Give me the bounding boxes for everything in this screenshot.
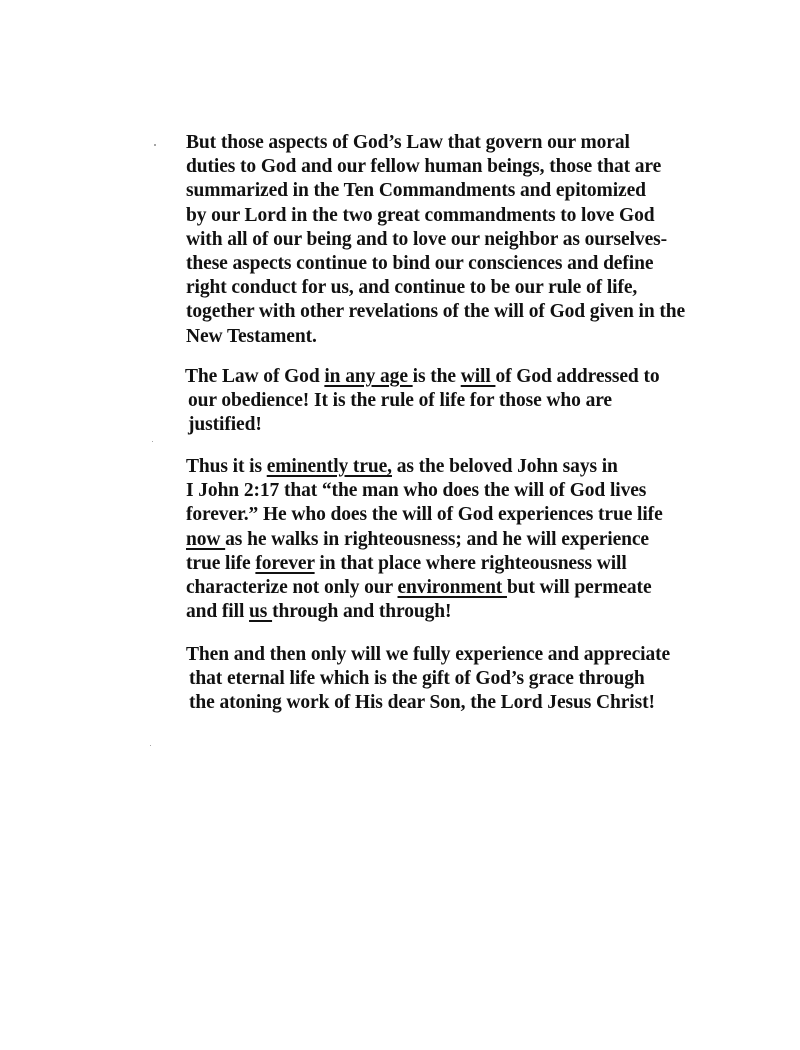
- text-line: justified!: [188, 414, 262, 436]
- text-line: our obedience! It is the rule of life for those who are: [188, 390, 612, 412]
- text-line: I John 2:17 that “the man who does the will of God lives: [186, 480, 647, 502]
- scan-speck: [150, 745, 151, 746]
- text-line: [186, 576, 746, 600]
- underlined-text: environment: [397, 577, 507, 599]
- underlined-text: eminently true,: [266, 456, 392, 477]
- paragraph-eminently-true: [186, 455, 746, 624]
- text-line: with all of our being and to love our neighbor as ourselves-: [186, 228, 668, 250]
- paragraph-law-of-god: [185, 365, 745, 438]
- text-run: Thus it is: [186, 456, 267, 477]
- text-line: [186, 600, 746, 624]
- text-line: the atoning work of His dear Son, the Lord Jesus Christ!: [189, 692, 655, 714]
- scan-speck: [154, 144, 156, 146]
- text-line: [185, 365, 745, 389]
- text-run: as he walks in righteousness; and he will experience: [225, 528, 649, 550]
- text-line: together with other revelations of the will of God given in the: [186, 301, 686, 323]
- text-line: duties to God and our fellow human beings, those that are: [186, 156, 662, 178]
- text-line: [186, 552, 746, 576]
- text-run: characterize not only our: [186, 577, 398, 599]
- text-line: summarized in the Ten Commandments and epitomized: [186, 180, 646, 202]
- underlined-text: forever: [255, 552, 315, 574]
- text-run: and fill: [186, 601, 250, 623]
- text-run: in that place where righteousness will: [314, 552, 627, 574]
- underlined-text: in any age: [324, 366, 413, 387]
- text-line: [186, 455, 746, 479]
- underlined-text: will: [460, 366, 496, 387]
- scan-speck: [152, 441, 153, 442]
- text-line: But those aspects of God’s Law that govern our moral: [186, 132, 630, 153]
- text-line: Then and then only will we fully experience and appreciate: [186, 644, 671, 665]
- text-run: as the beloved John says in: [391, 456, 618, 477]
- text-run: but will permeate: [506, 577, 652, 599]
- text-line: by our Lord in the two great commandments to love God: [186, 204, 655, 226]
- underlined-text: now: [186, 528, 226, 550]
- underlined-text: us: [249, 601, 273, 623]
- text-line: right conduct for us, and continue to be our rule of life,: [186, 277, 638, 299]
- paragraph-moral-law: [186, 131, 746, 349]
- text-line: these aspects continue to bind our consciences and define: [186, 253, 654, 275]
- text-run: is the: [412, 366, 461, 387]
- text-line: [186, 528, 746, 552]
- text-line: forever.” He who does the will of God experiences true life: [186, 504, 663, 526]
- text-line: that eternal life which is the gift of God’s grace through: [189, 668, 645, 690]
- paragraph-eternal-life: [186, 643, 746, 716]
- text-line: New Testament.: [186, 325, 317, 347]
- text-run: The Law of God: [185, 366, 325, 387]
- text-run: through and through!: [272, 601, 452, 623]
- text-run: true life: [186, 552, 256, 574]
- text-run: of God addressed to: [495, 366, 660, 387]
